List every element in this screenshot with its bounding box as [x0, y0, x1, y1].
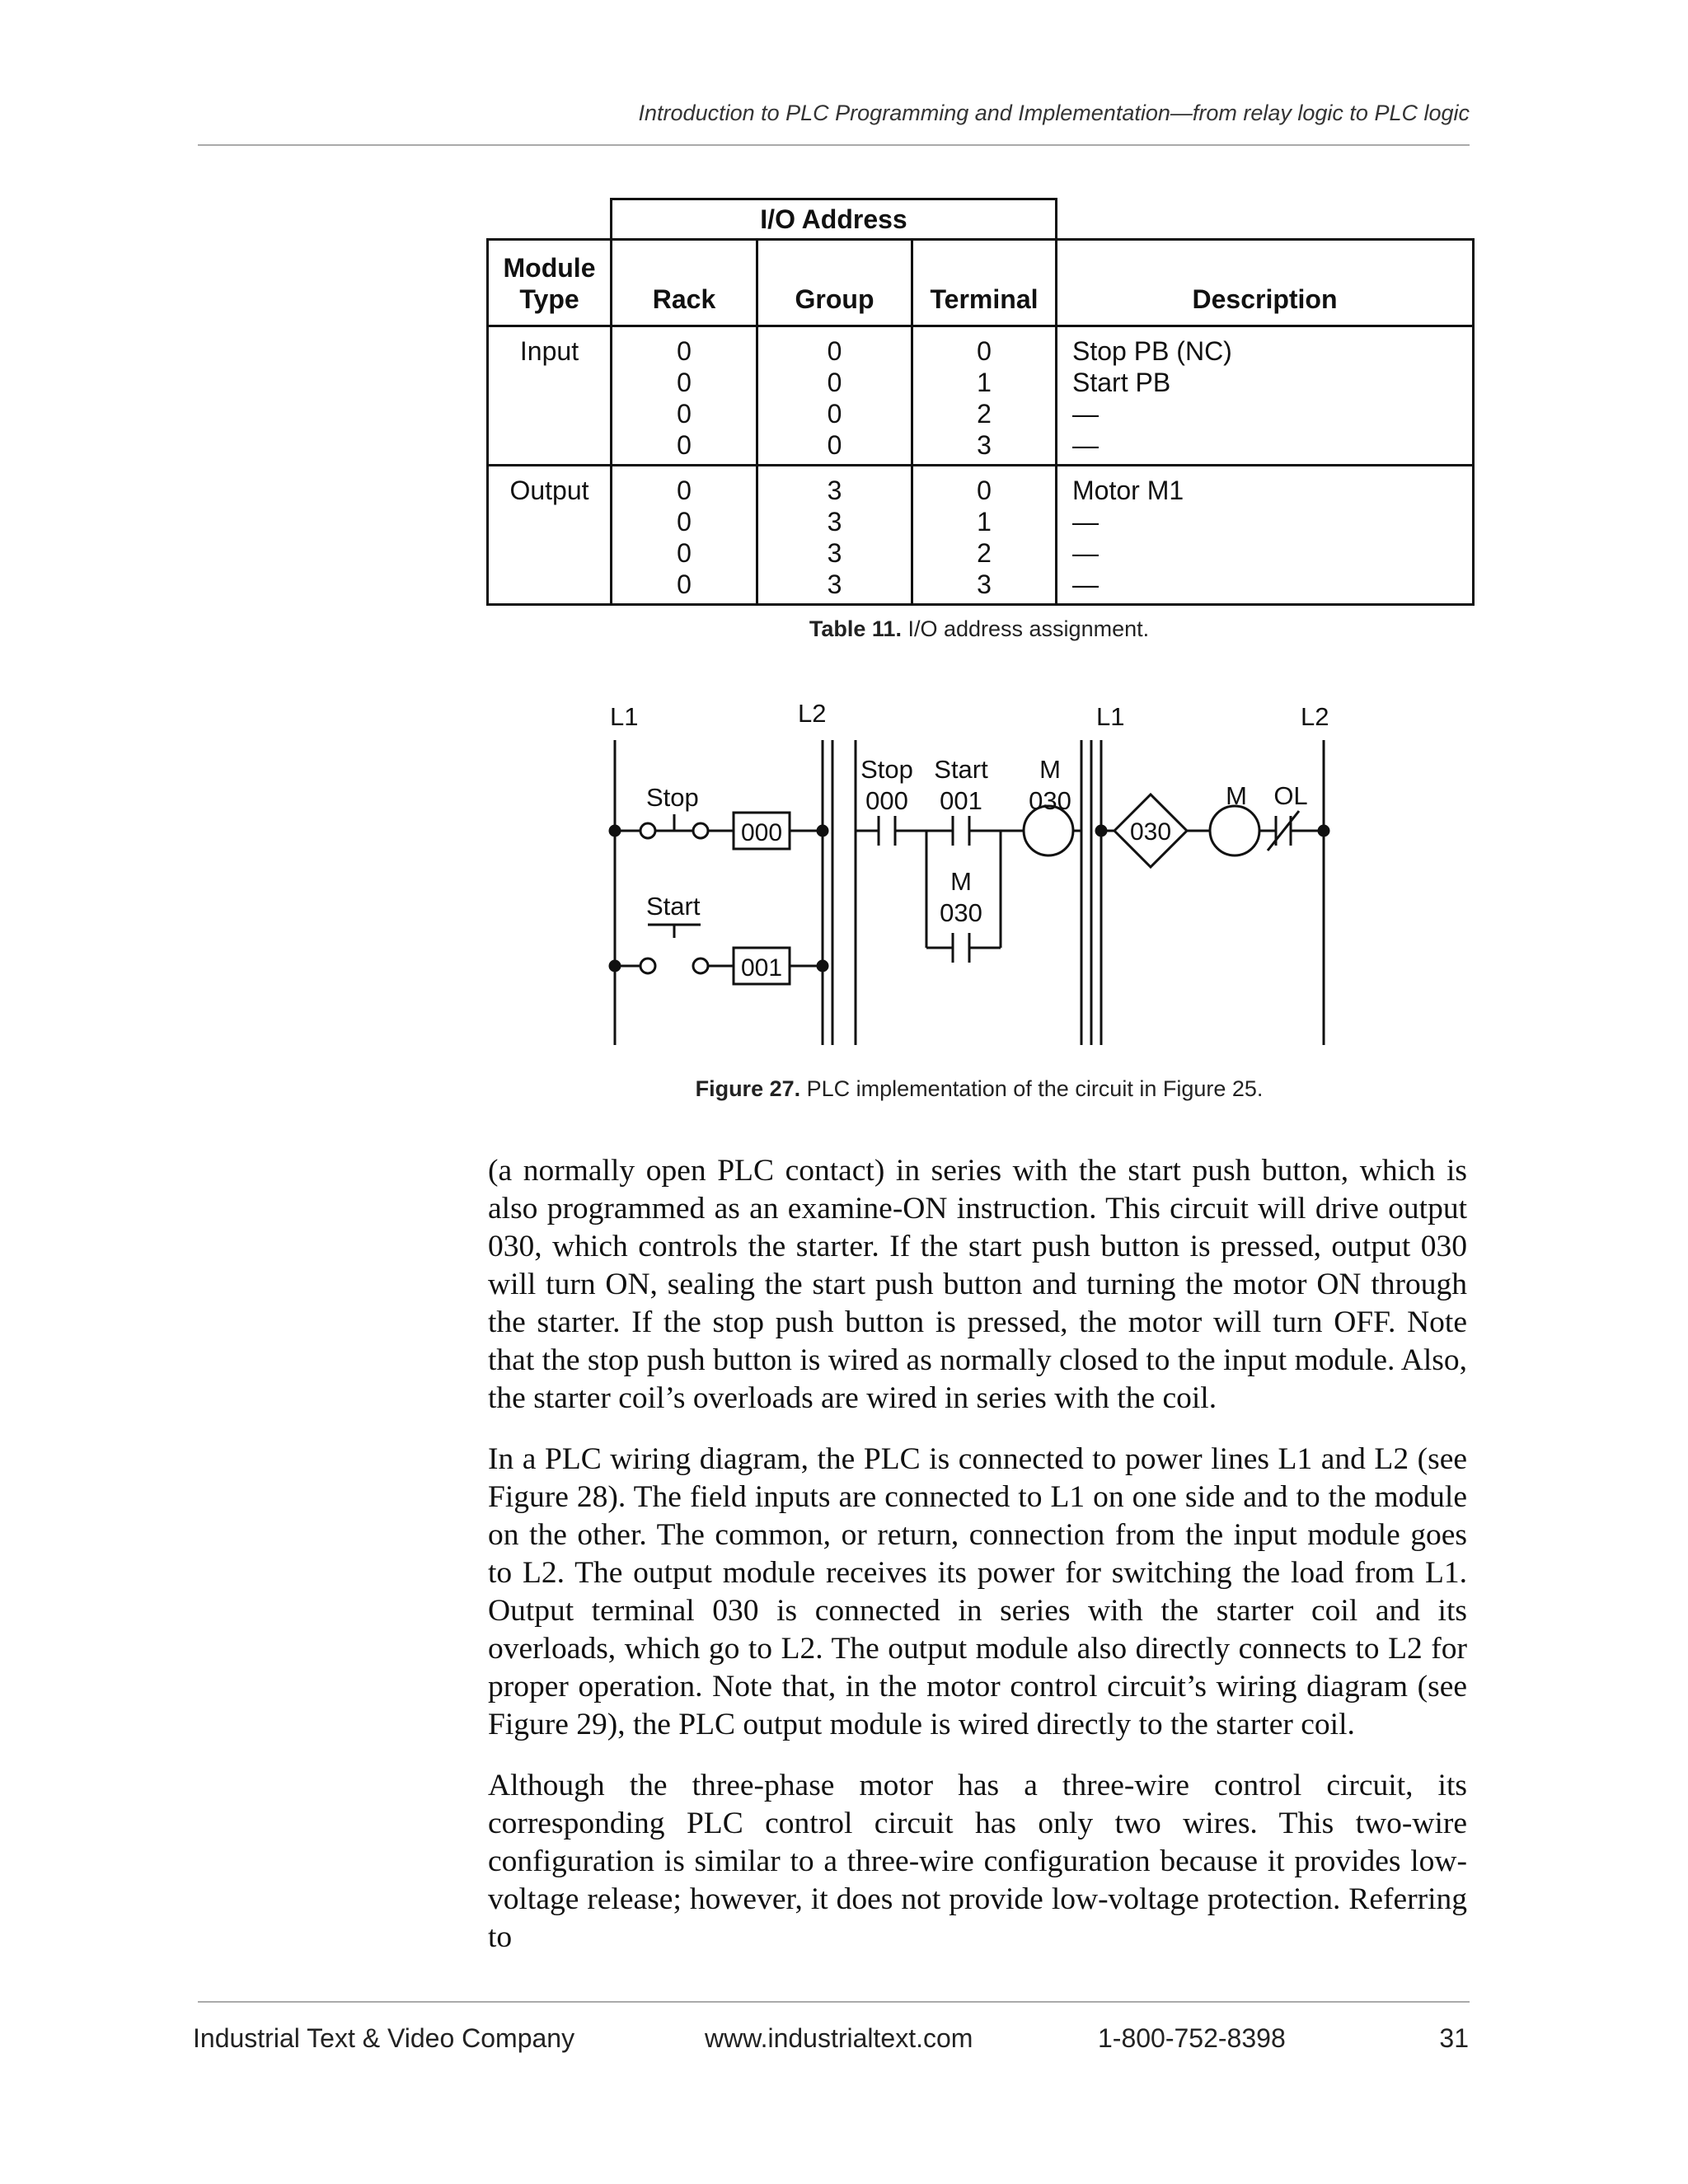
paragraph: (a normally open PLC contact) in series with the start push button, which is also programmed as an examine-ON instruction. This circuit will drive output 030, which controls the starter. If the start push button is pressed, output 030 will turn ON, sealing the start push button and turning the motor ON through the starter. If the stop push button is pressed, the motor will turn OFF. Note that the stop push button is wired as normally closed to the input module. Also, the starter coil’s overloads are wired in series with the coil.	[488, 1154, 1467, 1415]
body-text	[488, 1152, 1467, 1980]
right-l1-label: L1	[1096, 702, 1125, 731]
group-cell: 3	[827, 569, 842, 599]
description-cell: —	[1072, 507, 1099, 537]
rack-cell: 0	[677, 430, 692, 460]
running-head: Introduction to PLC Programming and Implementation—from relay logic to PLC logic	[638, 101, 1470, 125]
ladder-coil-label: M	[1039, 755, 1061, 784]
col-terminal: Terminal	[912, 240, 1057, 326]
table-caption-text: I/O address assignment.	[907, 616, 1150, 641]
terminal-cell: 2	[977, 399, 992, 429]
rack-cell: 0	[677, 538, 692, 568]
seal-contact-label: M	[950, 867, 972, 896]
terminal-cell: 1	[977, 507, 992, 537]
left-l1-label: L1	[610, 702, 639, 731]
terminal-cell: 0	[977, 476, 992, 505]
group-cell: 3	[827, 507, 842, 537]
col-rack: Rack	[612, 240, 757, 326]
figure-caption	[486, 1076, 1472, 1102]
paragraph: Although the three-phase motor has a three-wire control circuit, its corresponding PLC control circuit has only two wires. This two-wire configuration is similar to a three-wire configuration because it provides low-voltage release; however, it does not provide low-voltage protection. Referring to	[488, 1769, 1467, 1954]
starter-coil	[1210, 806, 1259, 855]
left-l2-label: L2	[798, 699, 827, 728]
table-row-output	[488, 466, 1474, 605]
input-terminal-000-label: 000	[740, 819, 783, 846]
module-type-cell: Output	[509, 476, 589, 505]
description-cell: —	[1072, 538, 1099, 568]
col-description: Description	[1057, 240, 1474, 326]
terminal-cell: 0	[977, 336, 992, 366]
col-group: Group	[757, 240, 912, 326]
start-pushbutton-contact	[640, 958, 655, 973]
terminal-cell: 2	[977, 538, 992, 568]
group-cell: 0	[827, 399, 842, 429]
overload-label: OL	[1273, 781, 1308, 810]
footer-phone: 1-800-752-8398	[1098, 2023, 1286, 2053]
table-caption-label: Table 11.	[809, 616, 902, 641]
io-address-table	[486, 198, 1475, 606]
terminal-cell: 3	[977, 569, 992, 599]
io-address-header: I/O Address	[612, 199, 1057, 240]
ladder-stop-address: 000	[865, 786, 908, 815]
figure-caption-text: PLC implementation of the circuit in Figure 25.	[806, 1076, 1264, 1101]
description-cell: —	[1072, 569, 1099, 599]
description-cell: —	[1072, 430, 1099, 460]
group-cell: 3	[827, 476, 842, 505]
rack-cell: 0	[677, 507, 692, 537]
description-cell: Stop PB (NC)	[1072, 336, 1232, 366]
stop-pushbutton-contact	[640, 823, 655, 838]
rack-cell: 0	[677, 336, 692, 366]
paragraph: In a PLC wiring diagram, the PLC is connected to power lines L1 and L2 (see Figure 28). The field inputs are connected to L1 on one side and to the module on the other. The common, or return, connection from the input module goes to L2. The output module receives its power for switching the load from L1. Output terminal 030 is connected in series with the starter coil and its overloads, which go to L2. The output module also directly connects to L2 for proper operation. Note that, in the motor control circuit’s wiring diagram (see Figure 29), the PLC output module is wired directly to the starter coil.	[488, 1442, 1467, 1741]
ladder-stop-label: Stop	[860, 755, 913, 784]
terminal-cell: 3	[977, 430, 992, 460]
starter-coil-label: M	[1226, 781, 1247, 810]
group-cell: 0	[827, 430, 842, 460]
module-type-cell: Input	[519, 336, 579, 366]
description-cell: Motor M1	[1072, 476, 1184, 505]
page-number: 31	[1439, 2023, 1469, 2053]
footer-website: www.industrialtext.com	[705, 2023, 973, 2053]
description-cell: —	[1072, 399, 1099, 429]
rack-cell: 0	[677, 476, 692, 505]
figure-caption-label: Figure 27.	[695, 1076, 801, 1101]
ladder-coil-address: 030	[1029, 786, 1071, 815]
footer-company: Industrial Text & Video Company	[193, 2023, 575, 2053]
stop-label: Stop	[646, 783, 699, 812]
ladder-start-label: Start	[934, 755, 988, 784]
rack-cell: 0	[677, 368, 692, 397]
header-rule	[198, 144, 1470, 146]
rack-cell: 0	[677, 399, 692, 429]
start-label: Start	[646, 892, 701, 921]
right-l2-label: L2	[1301, 702, 1329, 731]
col-module-type: Module Type	[488, 240, 612, 326]
group-cell: 3	[827, 538, 842, 568]
output-terminal-030-label: 030	[1129, 818, 1172, 846]
table-caption	[486, 616, 1472, 642]
ladder-start-address: 001	[940, 786, 982, 815]
group-cell: 0	[827, 336, 842, 366]
footer-rule	[198, 2001, 1470, 2003]
rack-cell: 0	[677, 569, 692, 599]
terminal-cell: 1	[977, 368, 992, 397]
plc-implementation-figure	[577, 692, 1360, 1063]
input-terminal-001-label: 001	[740, 954, 783, 982]
table-row-input	[488, 326, 1474, 466]
seal-contact-address: 030	[940, 898, 982, 927]
description-cell: Start PB	[1072, 368, 1171, 397]
group-cell: 0	[827, 368, 842, 397]
